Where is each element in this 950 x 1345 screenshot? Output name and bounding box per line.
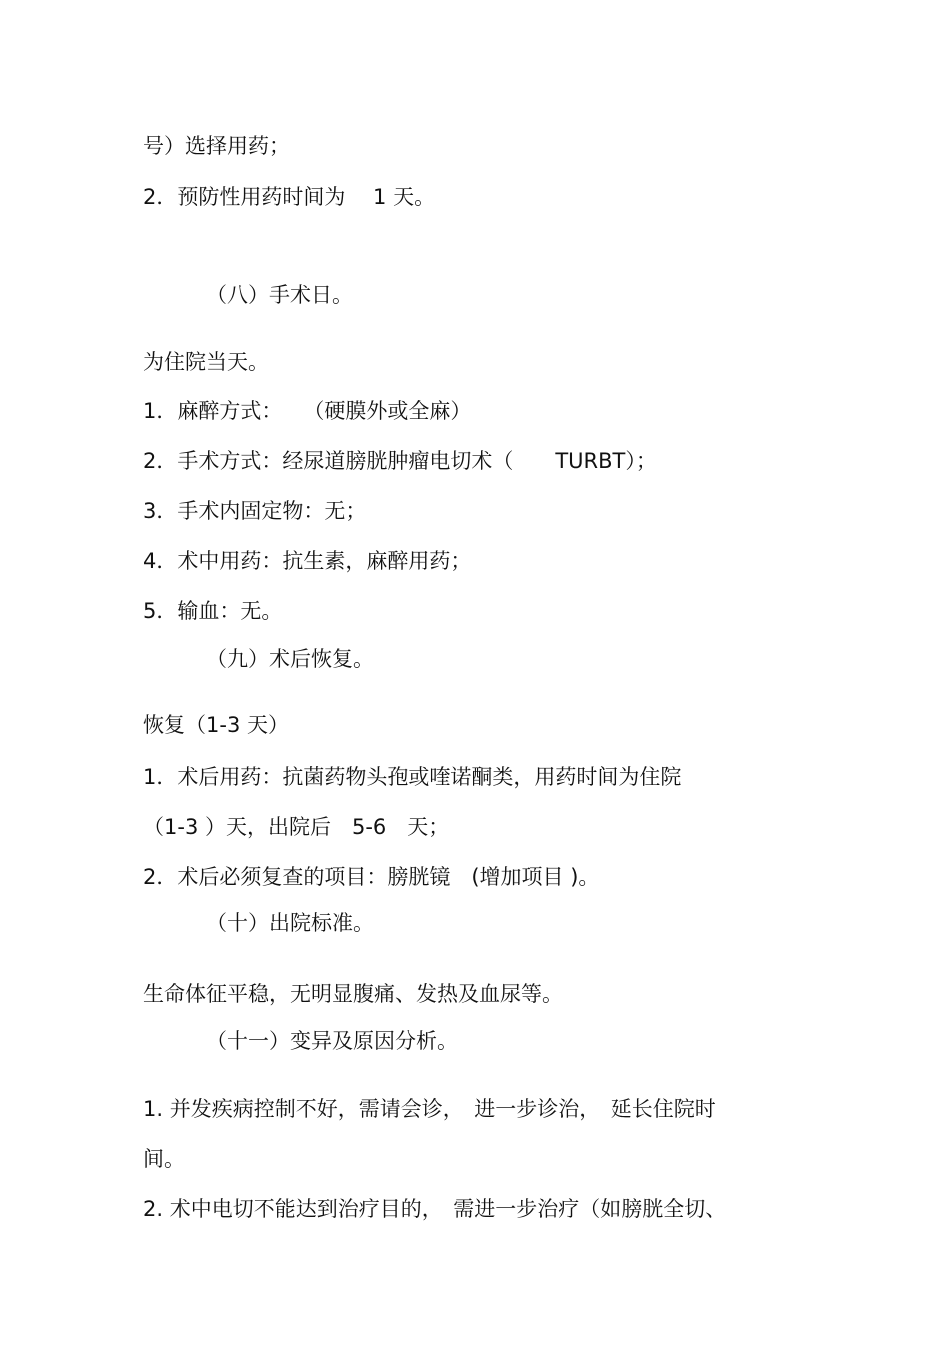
- text-line: 2．预防性用药时间为 1 天。: [143, 185, 436, 209]
- text-line: 号）选择用药；: [143, 134, 290, 158]
- text-line: 为住院当天。: [143, 350, 269, 374]
- text-line: 2．手术方式：经尿道膀胱肿瘤电切术（ TURBT）；: [143, 449, 657, 473]
- text-line: 5．输血：无。: [143, 599, 283, 623]
- section-heading: （八）手术日。: [206, 283, 353, 307]
- text-line: 1．麻醉方式： （硬膜外或全麻）: [143, 399, 472, 423]
- section-heading: （十）出院标准。: [206, 911, 374, 935]
- text-line: 1．术后用药：抗菌药物头孢或喹诺酮类，用药时间为住院: [143, 765, 682, 789]
- text-line: 3．手术内固定物：无；: [143, 499, 367, 523]
- text-line: 2. 术中电切不能达到治疗目的， 需进一步治疗（如膀胱全切、: [143, 1197, 727, 1221]
- text-line: 生命体征平稳，无明显腹痛、发热及血尿等。: [143, 982, 563, 1006]
- text-line: 2．术后必须复查的项目：膀胱镜 (增加项目 )。: [143, 865, 600, 889]
- text-line: 恢复（1-3 天）: [143, 713, 289, 737]
- section-heading: （十一）变异及原因分析。: [206, 1029, 458, 1053]
- text-line: 间。: [143, 1147, 185, 1171]
- text-line: 1. 并发疾病控制不好，需请会诊， 进一步诊治， 延长住院时: [143, 1097, 716, 1121]
- section-heading: （九）术后恢复。: [206, 647, 374, 671]
- text-line: （1-3 ）天，出院后 5-6 天；: [143, 815, 450, 839]
- text-line: 4．术中用药：抗生素，麻醉用药；: [143, 549, 472, 573]
